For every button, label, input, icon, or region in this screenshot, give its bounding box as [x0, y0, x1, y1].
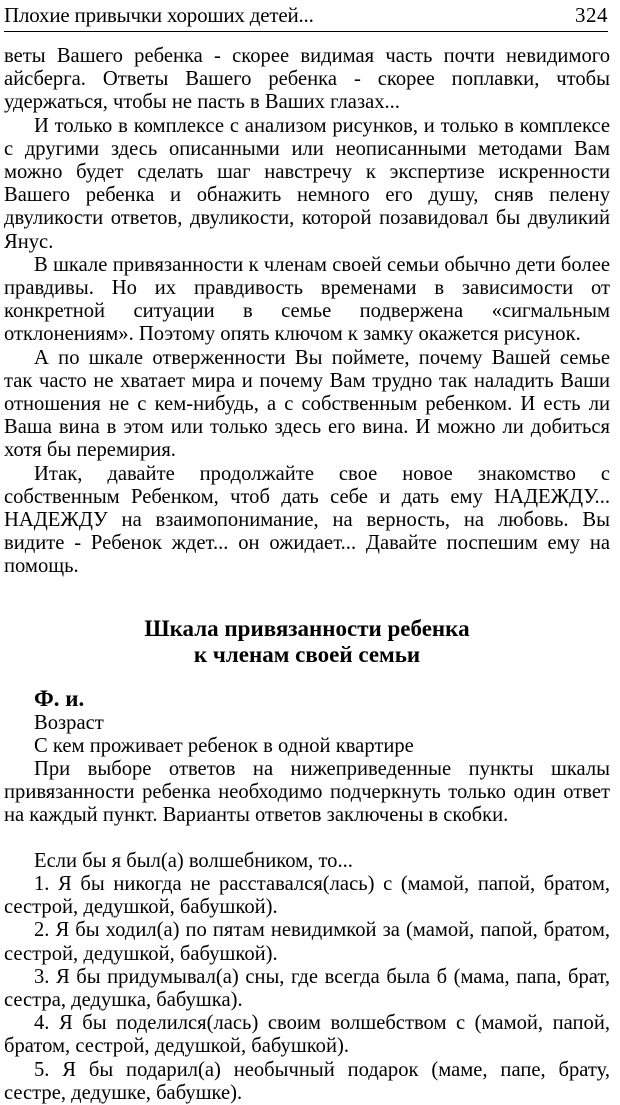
questionnaire-item-5: 5. Я бы подарил(а) необычный подарок (маме, папе, брату, сестре, дедушке, бабушке).: [4, 1058, 610, 1104]
section-title-line-2: к членам своей семьи: [193, 641, 421, 667]
questionnaire-item-4: 4. Я бы поделился(лась) своим волшебством с (мамой, папой, братом, сестрой, дедушкой, бабушкой).: [4, 1012, 610, 1058]
residence-label: С кем проживает ребенок в одной квартире: [34, 734, 414, 757]
age-label: Возраст: [34, 711, 104, 734]
fio-label: Ф. и.: [34, 685, 85, 711]
page-number: 324: [575, 3, 608, 27]
page-body: [4, 45, 610, 1105]
instructions: При выборе ответов на нижеприведенные пункты шкалы привязанности ребенка необходимо подчеркнуть только один ответ на каждый пункт. Варианты ответов заключены в скобки.: [4, 758, 610, 827]
paragraph-5: Итак, давайте продолжайте свое новое знакомство с собственным Ребенком, чтоб дать себе и дать ему НАДЕЖДУ... НАДЕЖДУ на взаимопонимание, на верность, на любовь. Вы видите - Ребенок ждет... он ожидает... Давайте поспешим ему на помощь.: [4, 462, 610, 578]
questionnaire-item-1: 1. Я бы никогда не расставался(лась) с (мамой, папой, братом, сестрой, дедушкой, бабушкой).: [4, 872, 610, 919]
header-rule: [4, 31, 608, 32]
running-title: Плохие привычки хороших детей...: [4, 3, 314, 27]
paragraph-4: А по шкале отверженности Вы поймете, почему Вашей семье так часто не хватает мира и почему Вам трудно так наладить Ваши отношения не с кем-нибудь, а с собственным ребенком. И есть ли Ваша вина в этом или только здесь его вина. И можно ли добиться хотя бы перемирия.: [4, 346, 610, 462]
paragraph-2: И только в комплексе с анализом рисунков, и только в комплексе с другими здесь описанными или неописанными методами Вам можно будет сделать шаг навстречу к экспертизе искренности Вашего ребенка и обнажить немного его душу, сняв пелену двуликости ответов, двуликости, которой позавидовал бы двуликий Янус.: [4, 114, 610, 253]
paragraph-1: веты Вашего ребенка - скорее видимая часть почти невидимого айсберга. Ответы Вашего ребенка - скорее поплавки, чтобы удержаться, чтобы не пасть в Ваших глазах...: [4, 45, 610, 114]
paragraph-3: В шкале привязанности к членам своей семьи обычно дети более правдивы. Но их правдивость временами в зависимости от конкретной ситуации в семье подвержена «сигмальным отклонениям». Поэтому опять ключом к замку окажется рисунок.: [4, 253, 610, 346]
section-title-line-1: Шкала привязанности ребенка: [144, 615, 470, 641]
page-header: [4, 0, 608, 32]
section-title: [4, 616, 610, 668]
questionnaire-item-2: 2. Я бы ходил(а) по пятам невидимкой за (мамой, папой, братом, сестрой, дедушкой, бабушкой).: [4, 919, 610, 965]
questionnaire-lead: Если бы я был(а) волшебником, то...: [34, 849, 353, 872]
questionnaire-item-3: 3. Я бы придумывал(а) сны, где всегда была б (мама, папа, брат, сестра, дедушка, бабушка).: [4, 965, 610, 1011]
